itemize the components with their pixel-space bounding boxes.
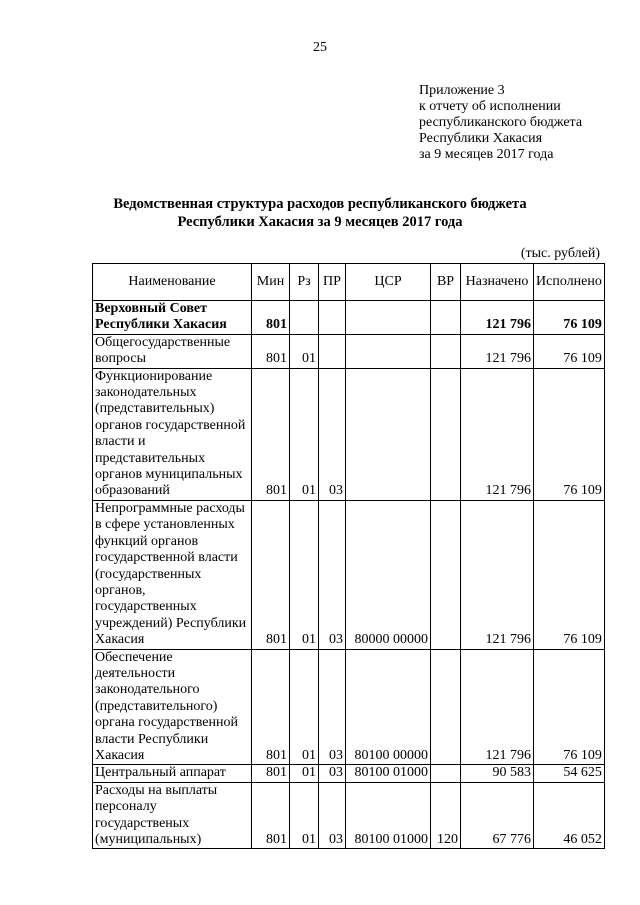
- cell-pr: [319, 334, 346, 368]
- cell-done: 76 109: [534, 500, 605, 649]
- cell-name: Функционирование законодательных (представительных) органов государственной власти и представительных органов муниципальных образований: [93, 368, 252, 500]
- appendix-note: [419, 83, 582, 163]
- appendix-line: к отчету об исполнении: [419, 99, 561, 114]
- cell-assigned: 67 776: [461, 782, 534, 849]
- cell-name: Непрограммные расходы в сфере установленных функций органов государственной власти (государственных органов, государственных учреждений) Республики Хакасия: [93, 500, 252, 649]
- cell-csr: 80100 00000: [346, 649, 431, 765]
- cell-done: 54 625: [534, 765, 605, 782]
- table-header-row: [93, 264, 605, 301]
- cell-vr: [431, 765, 461, 782]
- title-line: Ведомственная структура расходов республиканского бюджета: [113, 196, 527, 212]
- cell-rz: 01: [290, 500, 319, 649]
- cell-rz: [290, 301, 319, 335]
- cell-rz: 01: [290, 649, 319, 765]
- cell-pr: 03: [319, 765, 346, 782]
- cell-vr: [431, 301, 461, 335]
- cell-assigned: 121 796: [461, 301, 534, 335]
- cell-done: 76 109: [534, 301, 605, 335]
- table-row: [93, 334, 605, 368]
- table-row: [93, 368, 605, 500]
- cell-done: 46 052: [534, 782, 605, 849]
- cell-done: 76 109: [534, 334, 605, 368]
- header-name: Наименование: [93, 264, 252, 301]
- cell-name: Расходы на выплаты персоналу государственых (муниципальных): [93, 782, 252, 849]
- cell-pr: 03: [319, 500, 346, 649]
- cell-min: 801: [252, 368, 290, 500]
- header-vr: ВР: [431, 264, 461, 301]
- cell-assigned: 121 796: [461, 334, 534, 368]
- cell-pr: 03: [319, 368, 346, 500]
- cell-min: 801: [252, 500, 290, 649]
- cell-csr: [346, 301, 431, 335]
- header-done: Исполнено: [534, 264, 605, 301]
- table-row: [93, 765, 605, 782]
- cell-vr: [431, 368, 461, 500]
- cell-name: Центральный аппарат: [93, 765, 252, 782]
- header-rz: Рз: [290, 264, 319, 301]
- units-label: (тыс. рублей): [520, 246, 600, 261]
- cell-assigned: 90 583: [461, 765, 534, 782]
- document-title: [0, 195, 640, 231]
- cell-csr: [346, 334, 431, 368]
- cell-csr: 80100 01000: [346, 765, 431, 782]
- cell-min: 801: [252, 782, 290, 849]
- cell-csr: 80000 00000: [346, 500, 431, 649]
- cell-name: Общегосударственные вопросы: [93, 334, 252, 368]
- cell-rz: 01: [290, 782, 319, 849]
- cell-pr: [319, 301, 346, 335]
- cell-csr: [346, 368, 431, 500]
- cell-rz: 01: [290, 368, 319, 500]
- cell-vr: [431, 500, 461, 649]
- table-row: [93, 649, 605, 765]
- header-pr: ПР: [319, 264, 346, 301]
- cell-vr: 120: [431, 782, 461, 849]
- cell-pr: 03: [319, 782, 346, 849]
- table-row: [93, 301, 605, 335]
- appendix-line: Приложение 3: [419, 83, 505, 98]
- cell-pr: 03: [319, 649, 346, 765]
- cell-assigned: 121 796: [461, 500, 534, 649]
- budget-table: [92, 263, 605, 849]
- cell-assigned: 121 796: [461, 368, 534, 500]
- cell-name: Верховный Совет Республики Хакасия: [93, 301, 252, 335]
- cell-done: 76 109: [534, 649, 605, 765]
- header-csr: ЦСР: [346, 264, 431, 301]
- header-assigned: Назначено: [461, 264, 534, 301]
- table-row: [93, 782, 605, 849]
- table-row: [93, 500, 605, 649]
- header-min: Мин: [252, 264, 290, 301]
- cell-min: 801: [252, 649, 290, 765]
- cell-min: 801: [252, 765, 290, 782]
- cell-vr: [431, 334, 461, 368]
- cell-assigned: 121 796: [461, 649, 534, 765]
- cell-min: 801: [252, 334, 290, 368]
- appendix-line: Республики Хакасия: [419, 131, 543, 146]
- cell-name: Обеспечение деятельности законодательного (представительного) органа государственной власти Республики Хакасия: [93, 649, 252, 765]
- cell-rz: 01: [290, 334, 319, 368]
- appendix-line: за 9 месяцев 2017 года: [419, 147, 554, 162]
- page-number: 25: [313, 40, 327, 55]
- cell-vr: [431, 649, 461, 765]
- cell-rz: 01: [290, 765, 319, 782]
- cell-done: 76 109: [534, 368, 605, 500]
- title-line: Республики Хакасия за 9 месяцев 2017 года: [177, 214, 463, 230]
- cell-min: 801: [252, 301, 290, 335]
- appendix-line: республиканского бюджета: [419, 115, 583, 130]
- cell-csr: 80100 01000: [346, 782, 431, 849]
